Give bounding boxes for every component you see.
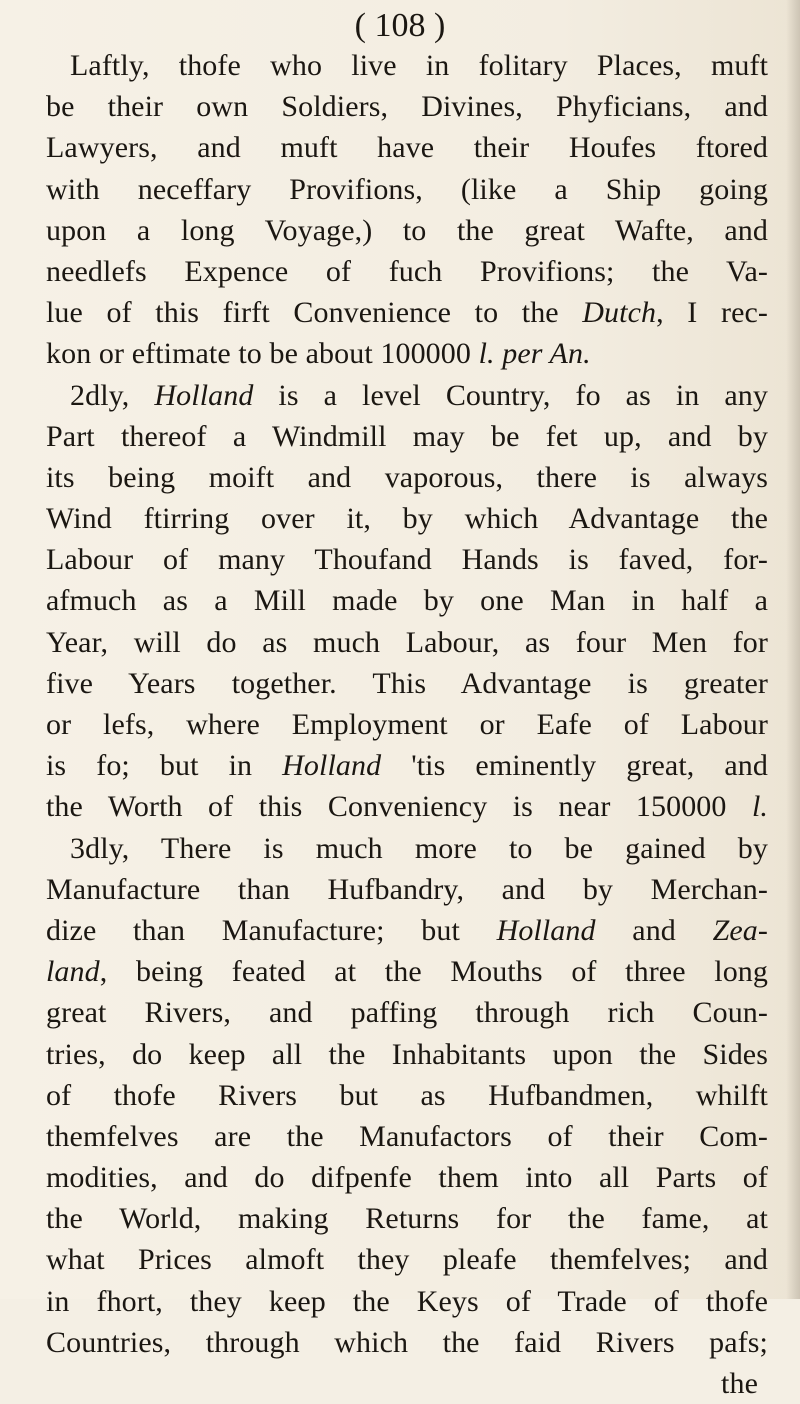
text-run: afmuch as a Mill made by one Man in half a (46, 584, 768, 618)
italic-text-run: Zea- (712, 913, 768, 947)
text-run: be their own Soldiers, Divines, Phyficians, and (46, 90, 768, 124)
page-edge-shadow (786, 0, 800, 1299)
text-run: upon a long Voyage,) to the great Wafte, and (46, 213, 768, 247)
text-run: in fhort, they keep the Keys of Trade of thofe (46, 1284, 768, 1318)
text-run: its being moift and vaporous, there is always (46, 460, 768, 494)
text-run: of thofe Rivers but as Hufbandmen, whilft (46, 1078, 768, 1112)
text-line (46, 457, 768, 498)
text-run: is a level Country, fo as in any (253, 378, 768, 412)
text-line (46, 169, 768, 210)
text-line (46, 663, 768, 704)
italic-text-run: land (46, 955, 100, 989)
text-line (46, 45, 768, 86)
text-run: Countries, through which the faid Rivers pafs; (46, 1325, 768, 1359)
text-line (46, 1034, 768, 1075)
text-line (46, 828, 768, 869)
text-run: tries, do keep all the Inhabitants upon the Sides (46, 1037, 768, 1071)
text-run: 2dly, (70, 378, 155, 412)
italic-text-run: l. per An. (478, 337, 591, 371)
text-line (46, 1363, 768, 1404)
text-line (46, 1157, 768, 1198)
text-run: Year, will do as much Labour, as four Men for (46, 625, 768, 659)
text-run: 'tis eminently great, and (381, 749, 769, 783)
text-run: or lefs, where Employment or Eafe of Labour (46, 708, 768, 741)
text-run: five Years together. This Advantage is greater (46, 666, 768, 700)
text-line (46, 1075, 768, 1116)
text-run: great Rivers, and paffing through rich Coun- (46, 996, 768, 1030)
text-run: modities, and do difpenfe them into all Parts of (46, 1161, 768, 1195)
text-line (46, 86, 768, 127)
text-run: Labour of many Thoufand Hands is faved, for- (46, 543, 768, 577)
text-line (46, 498, 768, 539)
text-run: the (721, 1367, 758, 1400)
text-line (46, 251, 768, 292)
text-run: , being feated at the Mouths of three long (99, 955, 768, 989)
text-line (46, 869, 768, 910)
text-run: 3dly, There is much more to be gained by (70, 831, 768, 865)
text-run: lue of this firft Convenience to the (46, 296, 583, 330)
text-run: and (595, 913, 713, 947)
text-line (46, 539, 768, 580)
italic-text-run: Dutch (582, 296, 657, 330)
text-line (46, 745, 768, 786)
italic-text-run: l. (751, 790, 768, 824)
text-run: themfelves are the Manufactors of their Com- (46, 1119, 768, 1153)
text-line (46, 1198, 768, 1239)
text-line (46, 951, 768, 992)
text-run: Lawyers, and muft have their Houfes ftored (46, 131, 768, 165)
text-run: needlefs Expence of fuch Provifions; the Va- (46, 254, 768, 288)
text-line (46, 210, 768, 251)
text-run: Part thereof a Windmill may be fet up, and by (46, 419, 768, 453)
text-line (46, 1239, 768, 1280)
text-line (46, 292, 768, 333)
text-run: is fo; but in (46, 749, 283, 783)
text-line (46, 1116, 768, 1157)
body-text (46, 45, 768, 1404)
italic-text-run: Holland (282, 749, 382, 783)
italic-text-run: Holland (154, 378, 254, 412)
text-run: dize than Manufacture; but (46, 913, 497, 947)
text-run: the World, making Returns for the fame, at (46, 1202, 768, 1236)
text-run: with neceffary Provifions, (like a Ship going (46, 172, 768, 206)
text-line (46, 1281, 768, 1322)
text-run: Wind ftirring over it, by which Advantage the (46, 502, 768, 536)
text-line (46, 333, 768, 374)
text-line (46, 704, 768, 745)
text-run: the Worth of this Conveniency is near 150000 (46, 790, 752, 824)
text-line (46, 580, 768, 621)
text-line (46, 1322, 768, 1363)
page-number: ( 108 ) (354, 7, 446, 44)
text-line (46, 416, 768, 457)
text-line (46, 992, 768, 1033)
text-line (46, 375, 768, 416)
text-line (46, 622, 768, 663)
italic-text-run: Holland (496, 913, 596, 947)
text-run: , I rec- (656, 296, 768, 330)
text-line (46, 910, 768, 951)
text-line (46, 786, 768, 827)
text-run: kon or eftimate to be about 100000 (46, 337, 479, 371)
text-run: Laftly, thofe who live in folitary Places, muft (70, 49, 768, 82)
text-run: what Prices almoft they pleafe themfelves; and (46, 1243, 768, 1277)
text-line (46, 127, 768, 168)
text-run: Manufacture than Hufbandry, and by Merchan- (46, 872, 768, 906)
